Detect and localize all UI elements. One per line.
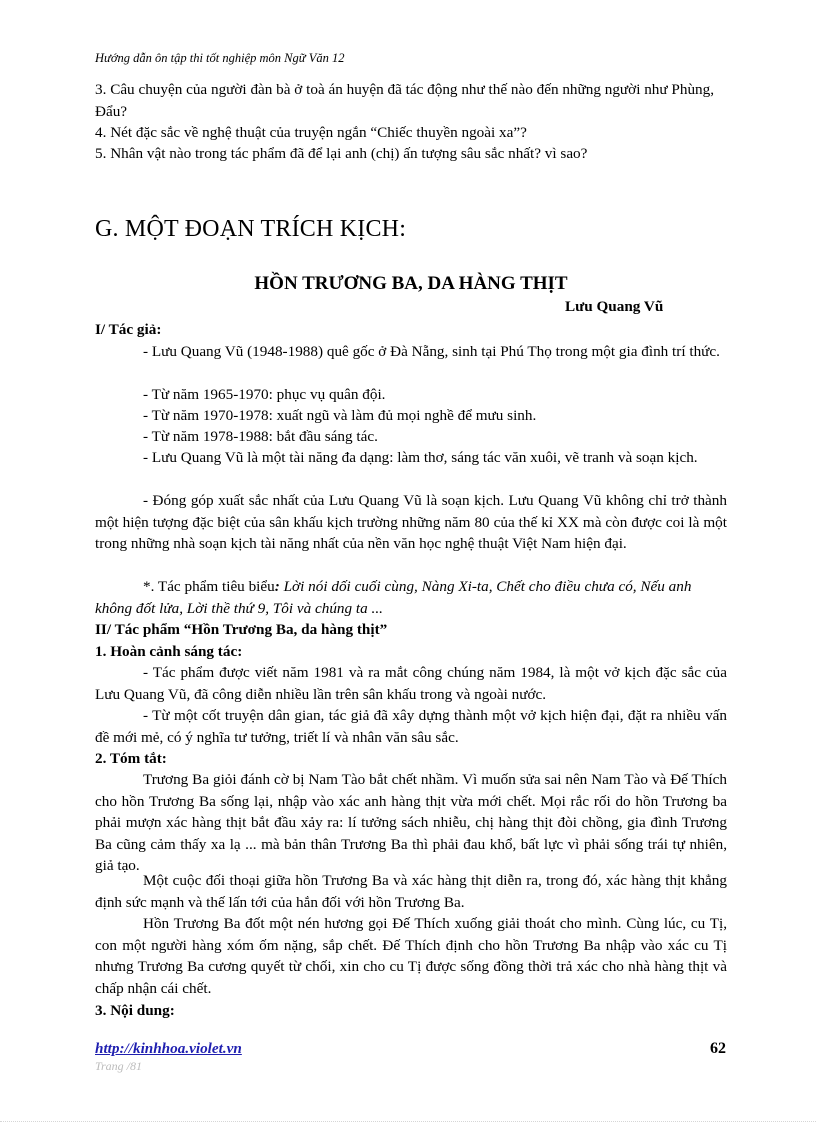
content-heading: 3. Nội dung: — [95, 1002, 175, 1019]
page-edge-divider — [0, 1121, 816, 1122]
context-paragraph: - Tác phẩm được viết năm 1981 và ra mắt công chúng năm 1984, là một vở kịch đặc sắc của Lưu Quang Vũ, đã công diễn nhiều lần trên sân khấu trong và ngoài nước. — [95, 664, 727, 703]
author-paragraph: - Từ năm 1965-1970: phục vụ quân đội. — [143, 386, 386, 403]
context-paragraph: - Từ một cốt truyện dân gian, tác giả đã xây dựng thành một vở kịch hiện đại, đặt ra nhiều vấn đề mới mẻ, có ý nghĩa tư tưởng, triết lí và nhân văn sâu sắc. — [95, 707, 727, 746]
context-heading: 1. Hoàn cảnh sáng tác: — [95, 643, 243, 660]
running-header: Hướng dẫn ôn tập thi tốt nghiệp môn Ngữ Văn 12 — [95, 51, 345, 65]
section-heading: G. MỘT ĐOẠN TRÍCH KỊCH: — [95, 216, 407, 242]
work-title: HỒN TRƯƠNG BA, DA HÀNG THỊT — [254, 273, 568, 294]
author-paragraph: - Lưu Quang Vũ (1948-1988) quê gốc ở Đà Nẵng, sinh tại Phú Thọ trong một gia đình trí thức. — [143, 343, 720, 360]
work-author: Lưu Quang Vũ — [565, 298, 664, 315]
question-3: 3. Câu chuyện của người đàn bà ở toà án huyện đã tác động như thế nào đến những người như Phùng, Đẩu? — [95, 81, 715, 120]
summary-paragraph: Một cuộc đối thoại giữa hồn Trương Ba và xác hàng thịt diễn ra, trong đó, xác hàng thịt khẳng định sức mạnh và thế lấn tới của hắn đối với hồn Trương Ba. — [95, 872, 727, 911]
notable-works — [95, 576, 727, 619]
footer-link[interactable]: http://kinhhoa.violet.vn — [95, 1040, 242, 1057]
question-4: 4. Nét đặc sắc về nghệ thuật của truyện ngắn “Chiếc thuyền ngoài xa”? — [95, 124, 527, 141]
author-paragraph: - Từ năm 1978-1988: bắt đầu sáng tác. — [143, 428, 378, 445]
work-heading: II/ Tác phẩm “Hồn Trương Ba, da hàng thịt” — [95, 621, 388, 638]
footer-page-info: Trang /81 — [95, 1059, 143, 1073]
summary-paragraph: Trương Ba giỏi đánh cờ bị Nam Tào bắt chết nhầm. Vì muốn sửa sai nên Nam Tào và Đế Thích cho hồn Trương Ba sống lại, nhập vào xác anh hàng thịt vừa mới chết. Mọi rắc rối do hồn Trương ba phải mượn xác hàng thịt bắt đầu xảy ra: lí tưởng sách nhiễu, chị hàng thịt đòi chồng, gia đình Trương Ba cũng cảm thấy xa lạ ... mà bản thân Trương Ba thì phải đau khổ, bất lực vì phải sống trái tự nhiên, giả tạo. — [95, 771, 727, 874]
page-number: 62 — [710, 1040, 726, 1057]
notable-works-label: *. Tác phẩm tiêu biểu — [143, 578, 275, 595]
author-paragraph: - Từ năm 1970-1978: xuất ngũ và làm đủ mọi nghề để mưu sinh. — [143, 407, 537, 424]
notable-works-list: Lời nói dối cuối cùng, Nàng Xi-ta, Chết cho điều chưa có, Nếu anh không đốt lửa, Lời thề thứ 9, Tôi và chúng ta ... — [95, 578, 692, 617]
notable-works-colon: : — [274, 578, 280, 595]
author-paragraph: - Lưu Quang Vũ là một tài năng đa dạng: làm thơ, sáng tác văn xuôi, vẽ tranh và soạn kịch. — [143, 449, 698, 466]
question-5: 5. Nhân vật nào trong tác phẩm đã để lại anh (chị) ấn tượng sâu sắc nhất? vì sao? — [95, 145, 588, 162]
summary-paragraph: Hồn Trương Ba đốt một nén hương gọi Đế Thích xuống giải thoát cho mình. Cùng lúc, cu Tị, con một người hàng xóm ốm nặng, sắp chết. Đế Thích định cho hồn Trương Ba nhập vào xác cu Tị nhưng Trương Ba cương quyết từ chối, xin cho cu Tị được sống đồng thời trả xác cho nhà hàng thịt và chấp nhận cái chết. — [95, 915, 727, 997]
author-heading: I/ Tác giả: — [95, 321, 162, 338]
author-paragraph: - Đóng góp xuất sắc nhất của Lưu Quang Vũ là soạn kịch. Lưu Quang Vũ không chỉ trở thành một hiện tượng đặc biệt của sân khấu kịch trường những năm 80 của thế kỉ XX mà còn được coi là một trong những nhà soạn kịch tài năng nhất của nền văn học nghệ thuật Việt Nam hiện đại. — [95, 492, 727, 552]
summary-heading: 2. Tóm tắt: — [95, 750, 167, 767]
